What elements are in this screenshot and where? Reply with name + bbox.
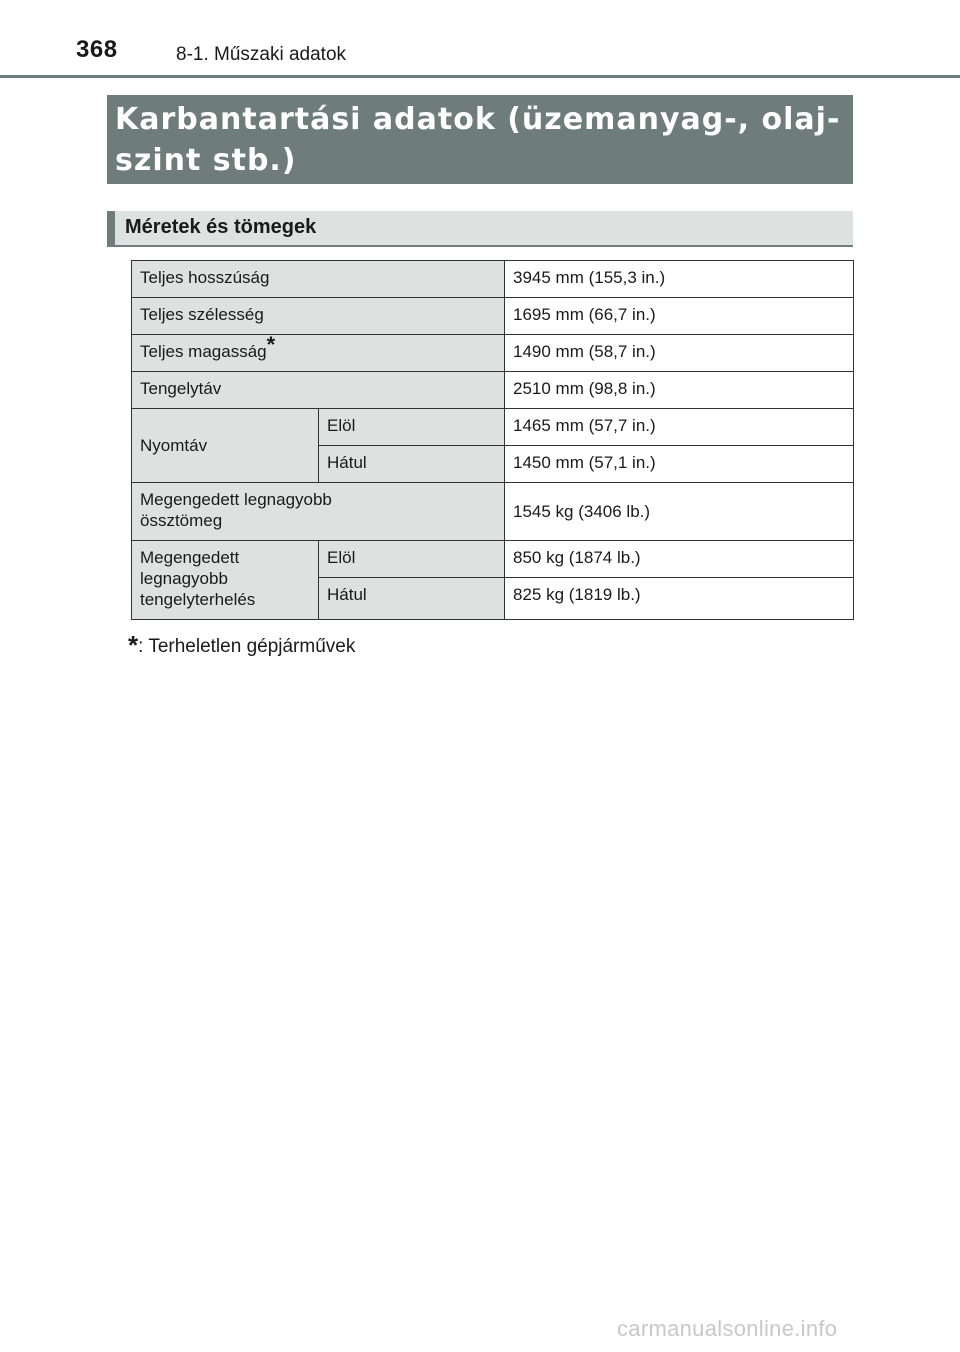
title-banner	[107, 95, 853, 184]
row-label-gross-weight	[132, 483, 505, 541]
footnote-text: : Terheletlen gépjárművek	[138, 636, 356, 657]
track-front-label: Elöl	[319, 409, 505, 446]
row-value-wheelbase: 2510 mm (98,8 in.)	[505, 372, 854, 409]
header-divider	[0, 75, 960, 78]
row-value-height: 1490 mm (58,7 in.)	[505, 335, 854, 372]
row-label-axle-load	[132, 541, 319, 620]
table-row	[132, 335, 854, 372]
dimensions-table	[131, 260, 854, 620]
axle-load-label-line-1: Megengedett	[140, 548, 240, 567]
section-reference: 8-1. Műszaki adatok	[176, 44, 347, 65]
axle-rear-label: Hátul	[319, 578, 505, 620]
page-number: 368	[76, 36, 118, 63]
row-label-length: Teljes hosszúság	[132, 261, 505, 298]
table-row	[132, 372, 854, 409]
subsection-header	[107, 211, 853, 247]
page-header	[0, 0, 960, 80]
row-value-width: 1695 mm (66,7 in.)	[505, 298, 854, 335]
axle-load-label-line-2: legnagyobb	[140, 569, 228, 588]
track-front-value: 1465 mm (57,7 in.)	[505, 409, 854, 446]
subsection-title: Méretek és tömegek	[125, 216, 317, 238]
row-value-gross-weight: 1545 kg (3406 lb.)	[505, 483, 854, 541]
subsection-accent-bar	[107, 211, 115, 245]
axle-load-label-line-3: tengelyterhelés	[140, 590, 256, 609]
axle-front-value: 850 kg (1874 lb.)	[505, 541, 854, 578]
row-label-track: Nyomtáv	[132, 409, 319, 483]
track-rear-label: Hátul	[319, 446, 505, 483]
row-label-height: Teljes magasság	[140, 342, 267, 361]
table-row	[132, 409, 854, 446]
axle-rear-value: 825 kg (1819 lb.)	[505, 578, 854, 620]
row-value-length: 3945 mm (155,3 in.)	[505, 261, 854, 298]
page-title-line-1: Karbantartási adatok (üzemanyag-, olaj-	[115, 102, 841, 137]
gross-weight-label-line-2: össztömeg	[140, 511, 223, 530]
footnote-marker: *	[266, 332, 276, 358]
page-title-line-2: szint stb.)	[115, 143, 297, 178]
track-rear-value: 1450 mm (57,1 in.)	[505, 446, 854, 483]
table-row	[132, 261, 854, 298]
row-label-wheelbase: Tengelytáv	[132, 372, 505, 409]
footnote	[128, 628, 355, 659]
footnote-mark: *	[128, 630, 139, 660]
gross-weight-label-line-1: Megengedett legnagyobb	[140, 490, 332, 509]
table-row	[132, 483, 854, 541]
row-label-height-cell	[132, 332, 505, 372]
row-label-width: Teljes szélesség	[132, 298, 505, 335]
watermark: carmanualsonline.info	[617, 1316, 838, 1341]
table-row	[132, 298, 854, 335]
axle-front-label: Elöl	[319, 541, 505, 578]
table-row	[132, 541, 854, 578]
